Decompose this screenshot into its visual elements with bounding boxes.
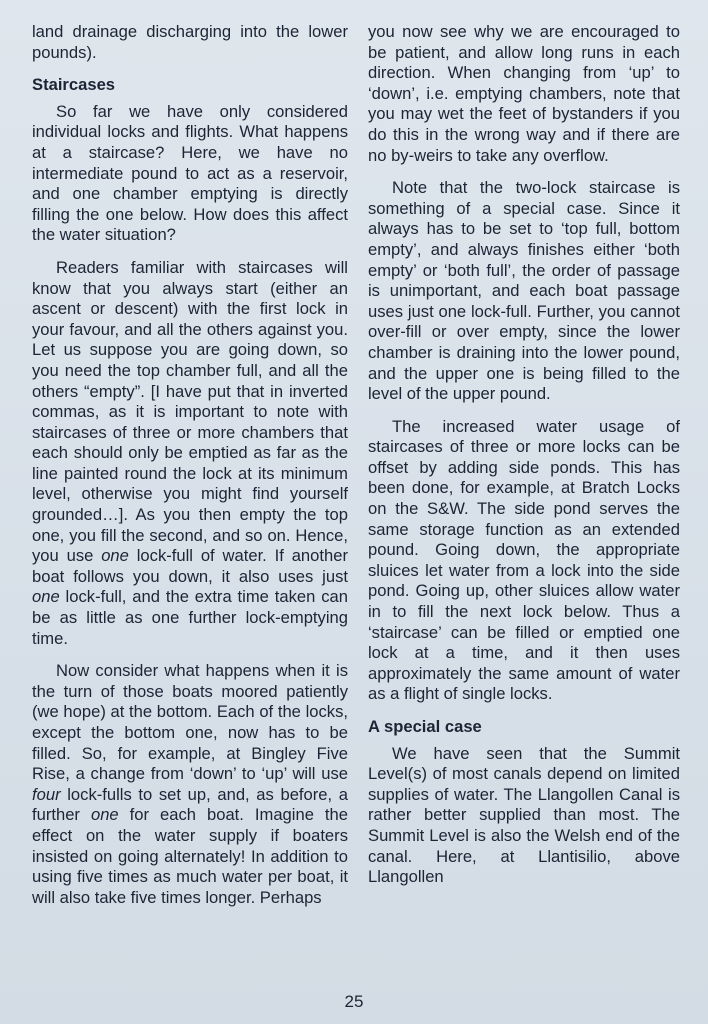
paragraph — [32, 661, 348, 908]
paragraph — [368, 744, 680, 888]
italic-text: one — [101, 546, 129, 566]
right-column — [368, 22, 680, 900]
paragraph — [32, 102, 348, 246]
text-run: for each boat. Imagine the effect on the water supply if boaters insisted on going alternately! In addition to using five times as much water per boat, it will also take five times longer. Perhaps — [32, 805, 348, 907]
paragraph — [32, 258, 348, 649]
text-run: So far we have only considered individual locks and flights. What happens at a staircase? Here, we have no intermediate pound to act as a reservoir, and one chamber emptying is directly filling the one below. How does this affect the water situation? — [32, 101, 348, 245]
section-heading-special-case: A special case — [368, 717, 482, 736]
text-run: The increased water usage of staircases of three or more locks can be offset by adding side ponds. This has been done, for example, at Bratch Locks on the S&W. The side pond serves the same storage function as an extended pound. Going down, the appropriate sluices let water from a lock into the side pond. Going up, other sluices allow water in to fill the next lock below. Thus a ‘staircase’ can be filled or emptied one lock at a time, and it then uses approximately the same amount of water as a flight of single locks. — [368, 416, 680, 704]
paragraph — [368, 417, 680, 705]
paragraph — [368, 178, 680, 405]
text-run: lock-full, and the extra time taken can be as little as one further lock-emptying time. — [32, 587, 348, 648]
text-run: you now see why we are encouraged to be patient, and allow long runs in each direction. When changing from ‘up’ to ‘down’, i.e. emptying chambers, note that you may wet the feet of bystanders if you do this in the wrong way and if there are no by-weirs to take any overflow. — [368, 22, 680, 165]
italic-text: one — [32, 587, 60, 607]
text-run: land drainage discharging into the lower pounds). — [32, 22, 348, 62]
paragraph — [368, 22, 680, 166]
left-column — [32, 22, 348, 920]
text-run: Now consider what happens when it is the turn of those boats moored patiently (we hope) at the bottom. Each of the locks, except the bottom one, now has to be filled. So, for example, at Bingley Five Rise, a change from ‘down’ to ‘up’ will use — [32, 661, 348, 784]
italic-text: one — [90, 805, 119, 825]
paragraph — [32, 22, 348, 63]
text-run: lock-fulls to set up, and, as before, a further — [32, 784, 348, 825]
section-heading-staircases: Staircases — [32, 75, 116, 95]
text-run: lock-full of water. If another boat follows you down, it also uses just — [32, 546, 348, 586]
italic-text: four — [32, 784, 61, 804]
text-run: We have seen that the Summit Level(s) of most canals depend on limited supplies of water. The Llangollen Canal is rather better supplied than most. The Summit Level is also the Welsh end of the canal. Here, at Llantisilio, above Llangollen — [368, 743, 680, 887]
text-run: Note that the two-lock staircase is something of a special case. Since it always has to be set to ‘top full, bottom empty’, and always finishes either ‘both empty’ or ‘both full’, the order of passage is unimportant, and each boat passage uses just one lock-full. Further, you cannot over-fill or over empty, since the lower chamber is draining into the lower pound, and the upper one is being filled to the level of the upper pound. — [368, 178, 680, 404]
page-number: 25 — [344, 992, 364, 1011]
text-run: Readers familiar with staircases will know that you always start (either an ascent or descent) with the first lock in your favour, and all the others against you. Let us suppose you are going down, so you need the top chamber full, and all the others “empty”. [I have put that in inverted commas, as it is important to note with staircases of three or more chambers that each should only be emptied as far as the line painted round the lock at its minimum level, otherwise you might find yourself grounded…]. As you then empty the top one, you fill the second, and so on. Hence, you use — [32, 257, 348, 566]
